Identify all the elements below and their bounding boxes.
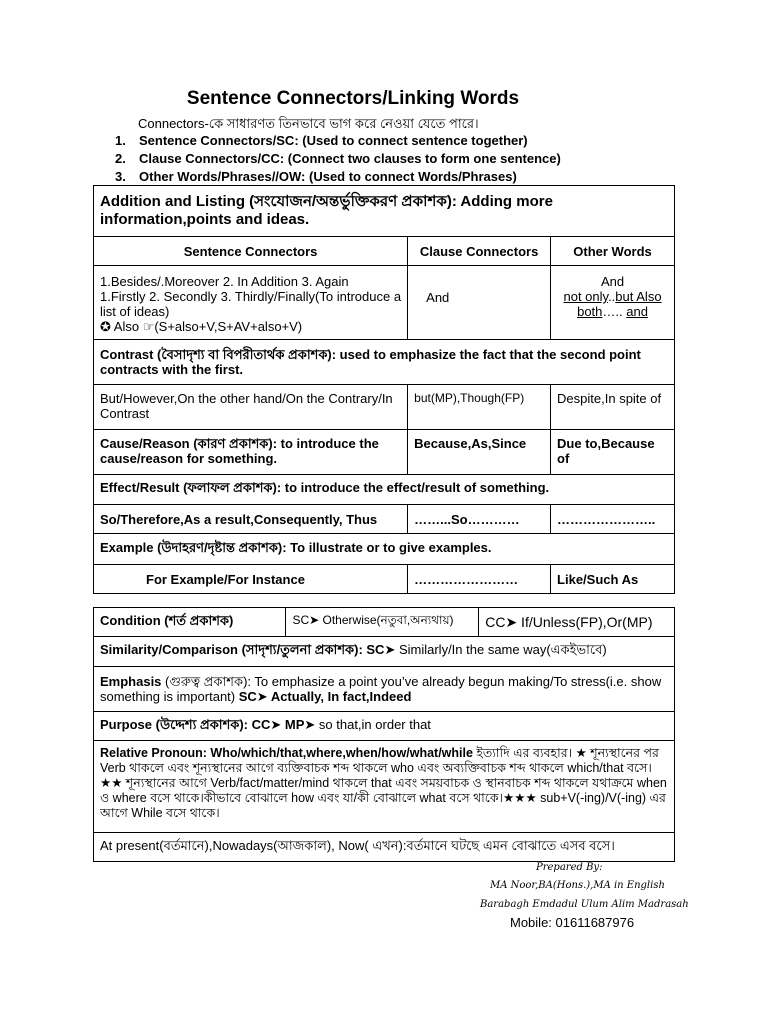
- page-title: Sentence Connectors/Linking Words: [186, 88, 520, 109]
- condition-sc: SC➤ Otherwise(নতুবা,অন্যথায়): [286, 608, 479, 637]
- addition-sc-cell: 1.Besides/.Moreover 2. In Addition 3. Again 1.Firstly 2. Secondly 3. Thirdly/Finally(To introduce a list of ideas) ✪ Also ☞(S+also+V,S+AV+also+V): [94, 266, 408, 340]
- header-clause-connectors: Clause Connectors: [408, 237, 551, 266]
- contrast-heading: Contrast (বৈসাদৃশ্য বা বিপরীতার্থক প্রকাশক): used to emphasize the fact that the second point contracts with the first.: [94, 340, 675, 385]
- author-name: MA Noor,BA(Hons.),MA in English: [490, 880, 665, 891]
- relative-pronoun-row: Relative Pronoun: Who/which/that,where,when/how/what/while ইত্যাদি এর ব্যবহার। ★ শূন্যস্থানের পর Verb থাকলে এবং শূন্যস্থানের আগে ব্যক্তিবাচক শব্দ থাকলে who এবং অব্যক্তিবাচক শব্দ থাকলে which/that বসে। ★★ শূন্যস্থানের আগে Verb/fact/matter/mind থাকলে that এবং সময়বাচক ও স্থানবাচক শব্দ থাকলে যথাক্রমে when ও where বসে থাকে।কীভাবে বোঝালে how এবং যা/কী বোঝালে what বসে থাকে।★★★ sub+V(-ing)/V(-ing) এর আগে While বসে থাকে।: [94, 741, 675, 833]
- effect-heading: Effect/Result (ফলাফল প্রকাশক): to introduce the effect/result of something.: [94, 475, 675, 505]
- example-heading: Example (উদাহরণ/দৃষ্টান্ত প্রকাশক): To illustrate or to give examples.: [94, 534, 675, 565]
- cause-sc-cell: Cause/Reason (কারণ প্রকাশক): to introduce the cause/reason for something.: [94, 430, 408, 475]
- example-ow-cell: Like/Such As: [551, 565, 675, 594]
- prepared-by-label: Prepared By:: [536, 862, 603, 873]
- header-other-words: Other Words: [551, 237, 675, 266]
- intro-text: Connectors-কে সাধারণত তিনভাবে ভাগ করে নেওয়া যেতে পারে।: [138, 116, 479, 131]
- cause-ow-cell: Due to,Because of: [551, 430, 675, 475]
- addition-heading: Addition and Listing (সংযোজন/অন্তর্ভুক্তিকরণ প্রকাশক): Adding more information,points and ideas.: [94, 186, 675, 237]
- list-item: 2. Clause Connectors/CC: (Connect two clauses to form one sentence): [115, 151, 561, 166]
- header-sentence-connectors: Sentence Connectors: [94, 237, 408, 266]
- condition-cc: CC➤ If/Unless(FP),Or(MP): [479, 608, 675, 637]
- purpose-row: Purpose (উদ্দেশ্য প্রকাশক): CC➤ MP➤ so that,in order that: [94, 712, 675, 741]
- effect-ow-cell: …………………..: [551, 505, 675, 534]
- author-institution: Barabagh Emdadul Ulum Alim Madrasah: [480, 899, 689, 910]
- effect-sc-cell: So/Therefore,As a result,Consequently, Thus: [94, 505, 408, 534]
- other-connectors-table: [93, 607, 675, 862]
- example-cc-cell: ……………………: [408, 565, 551, 594]
- list-item: 1. Sentence Connectors/SC: (Used to connect sentence together): [115, 133, 528, 148]
- similarity-row: Similarity/Comparison (সাদৃশ্য/তুলনা প্রকাশক): SC➤ Similarly/In the same way(একইভাবে): [94, 637, 675, 667]
- condition-label: Condition (শর্ত প্রকাশক): [94, 608, 286, 637]
- addition-ow-cell: And not only..but Also both….. and: [551, 266, 675, 340]
- mobile-number: Mobile: 01611687976: [510, 915, 635, 930]
- example-sc-cell: For Example/For Instance: [94, 565, 408, 594]
- at-present-row: At present(বর্তমানে),Nowadays(আজকাল), Now( এখন):বর্তমানে ঘটছে এমন বোঝাতে এসব বসে।: [94, 833, 675, 862]
- contrast-ow-cell: Despite,In spite of: [551, 385, 675, 430]
- connector-types-list: [115, 132, 561, 186]
- contrast-sc-cell: But/However,On the other hand/On the Contrary/In Contrast: [94, 385, 408, 430]
- contrast-cc-cell: but(MP),Though(FP): [408, 385, 551, 430]
- cause-cc-cell: Because,As,Since: [408, 430, 551, 475]
- effect-cc-cell: ……...So…………: [408, 505, 551, 534]
- list-item: 3. Other Words/Phrases//OW: (Used to connect Words/Phrases): [115, 169, 517, 184]
- connectors-table: [93, 185, 675, 594]
- addition-cc-cell: And: [408, 266, 551, 340]
- emphasis-row: Emphasis (গুরুত্ব প্রকাশক): To emphasize a point you’ve already begun making/To stress(i.e. show something is important) SC➤ Actually, In fact,Indeed: [94, 667, 675, 712]
